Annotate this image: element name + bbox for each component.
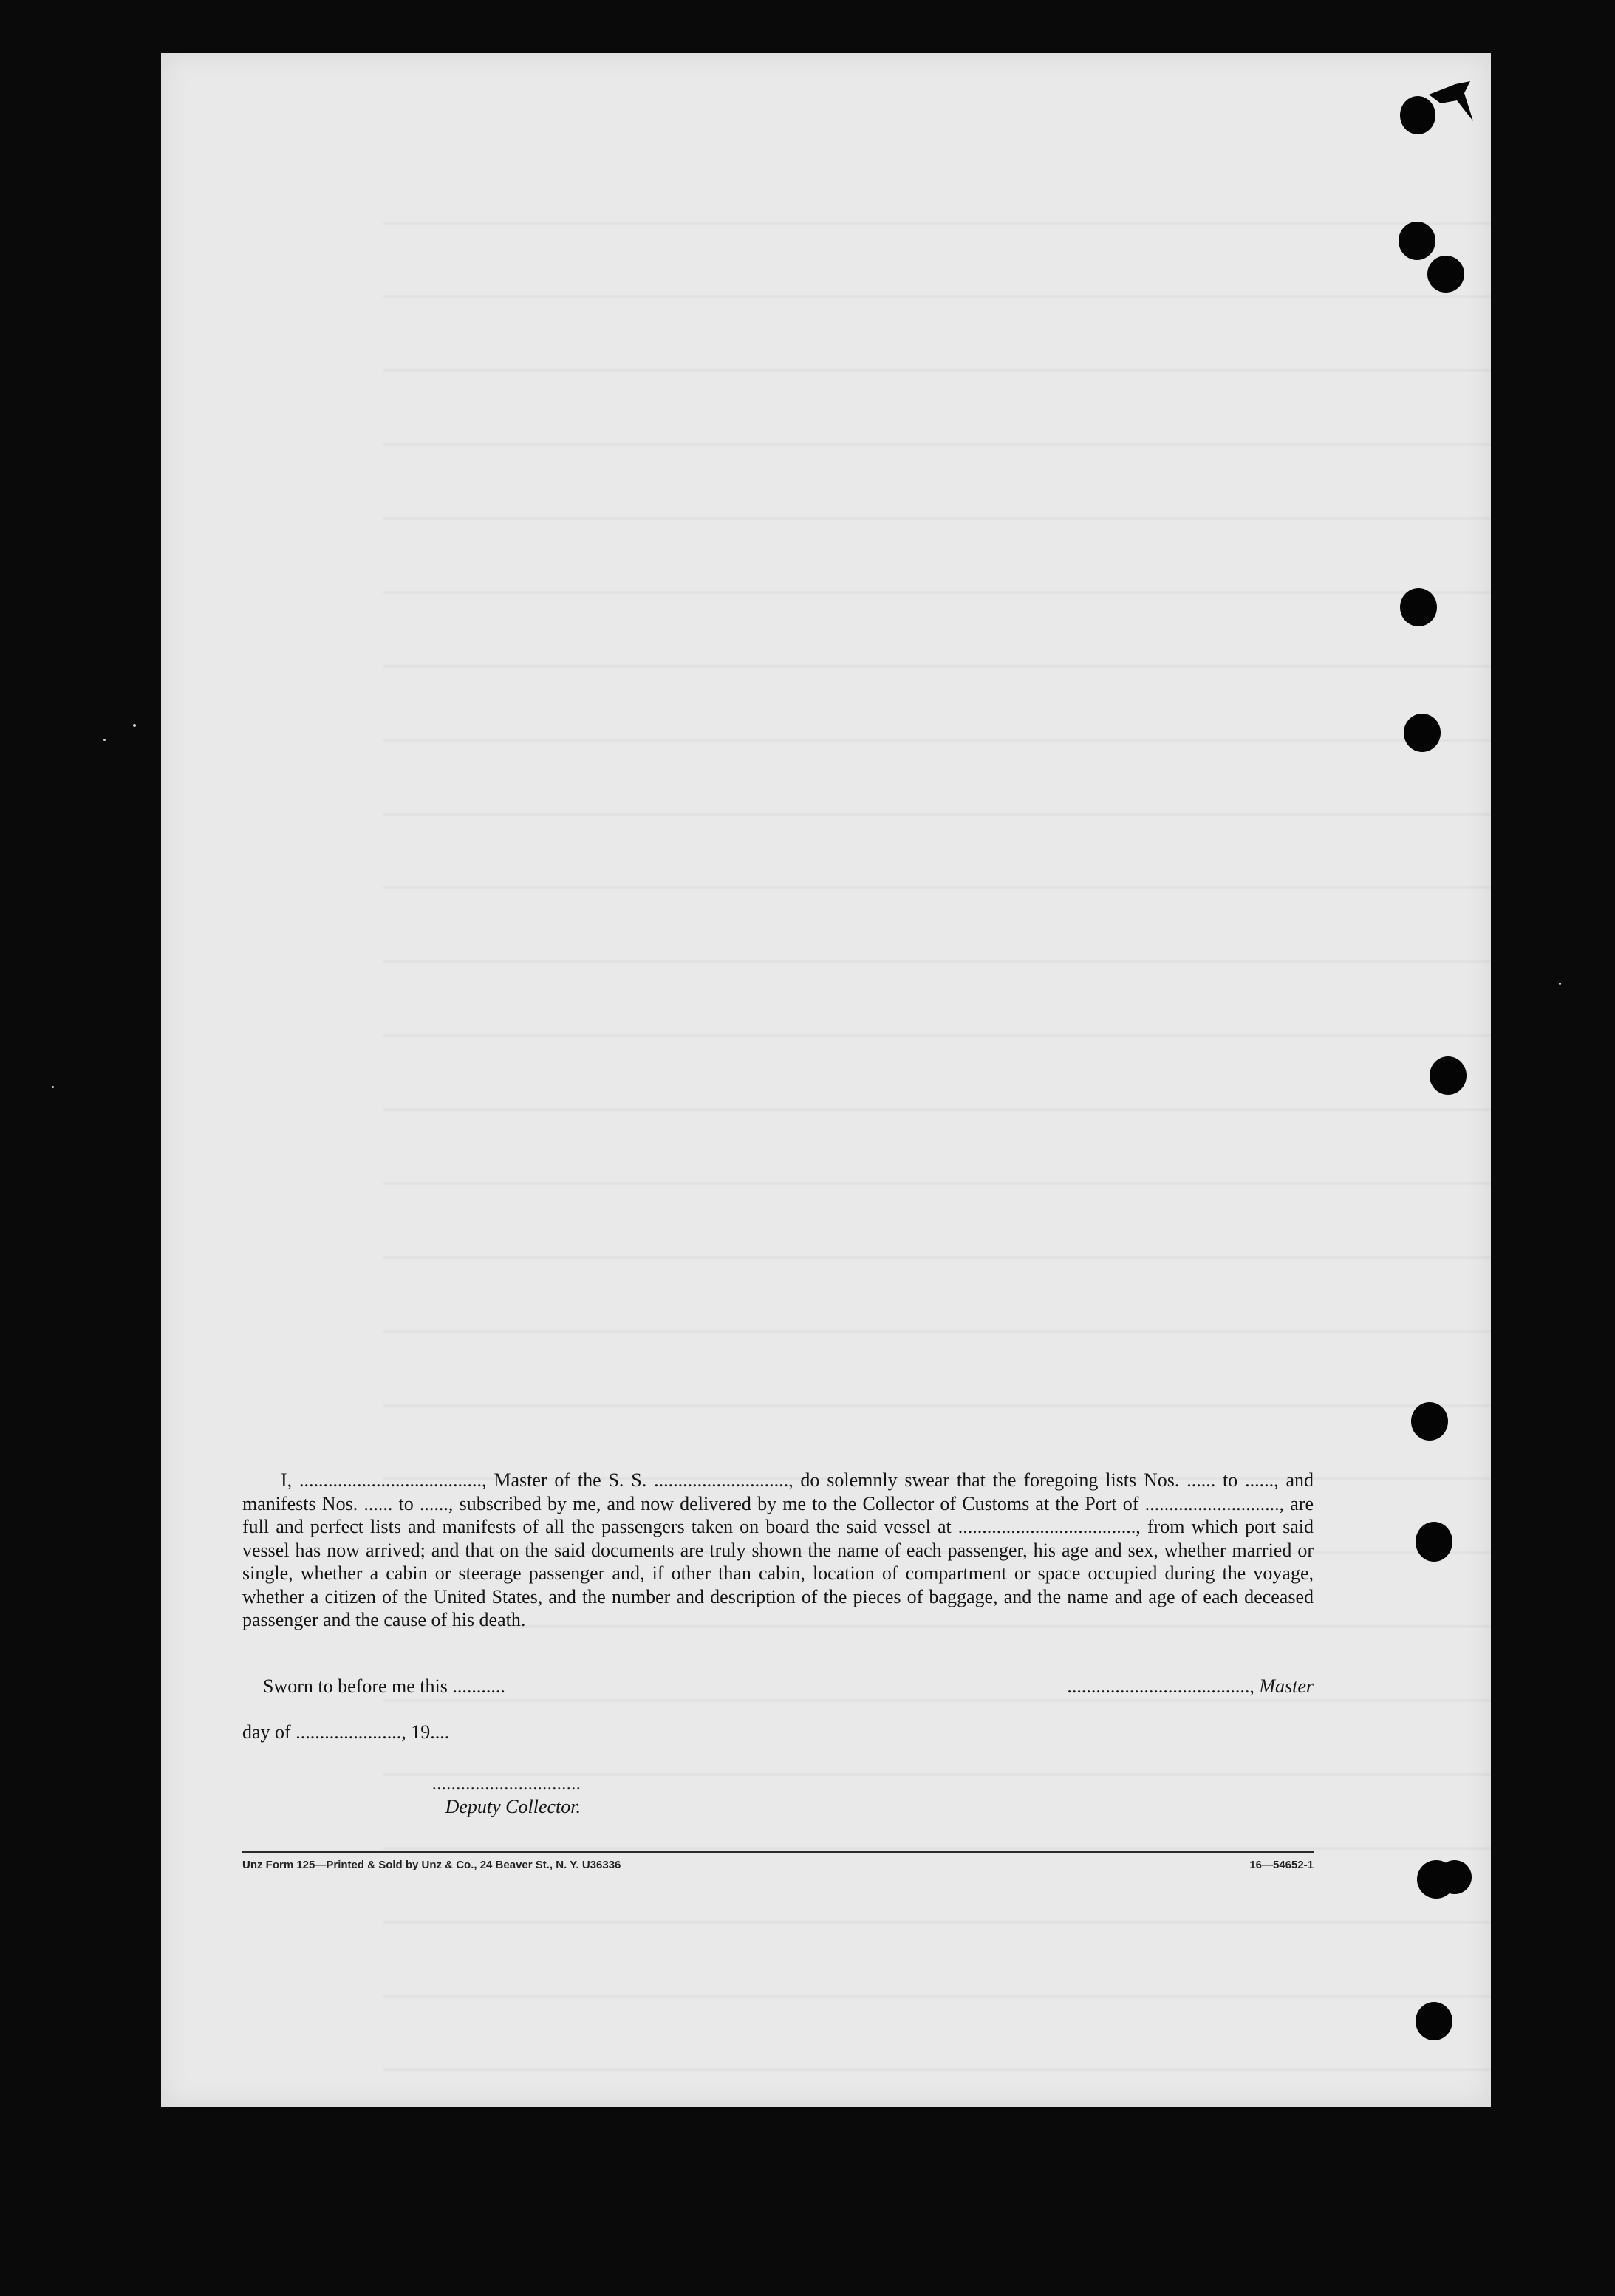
punch-hole	[1399, 222, 1435, 260]
deputy-collector-signature	[282, 1771, 581, 1819]
form-number: 16—54652-1	[1249, 1859, 1314, 1871]
printer-imprint: Unz Form 125—Printed & Sold by Unz & Co., 24 Beaver St., N. Y. U36336	[242, 1859, 621, 1871]
scan-speck	[1559, 983, 1561, 985]
master-label: Master	[1259, 1675, 1314, 1697]
punch-hole	[1416, 2002, 1452, 2040]
punch-hole	[1438, 1860, 1472, 1894]
deputy-label: Deputy Collector.	[445, 1796, 581, 1817]
master-signature-line	[850, 1675, 1314, 1698]
master-dots: ......................................,	[1067, 1675, 1254, 1697]
scan-speck	[103, 739, 106, 741]
scan-speck	[52, 1086, 54, 1088]
punch-hole	[1404, 714, 1441, 752]
punch-hole	[1430, 1056, 1467, 1095]
day-line: day of ......................, 19....	[242, 1721, 450, 1743]
sworn-line: Sworn to before me this ...........	[263, 1675, 505, 1697]
footer-rule	[242, 1851, 1314, 1853]
torn-corner-mark	[1426, 78, 1479, 130]
oath-paragraph	[242, 1469, 1314, 1632]
punch-hole	[1416, 1522, 1452, 1562]
scan-speck	[133, 724, 136, 727]
punch-hole	[1427, 256, 1464, 293]
punch-hole	[1400, 588, 1437, 626]
deputy-dots: ...............................	[431, 1772, 581, 1794]
punch-hole	[1411, 1402, 1448, 1441]
oath-text: I, ......................................, Master of the S. S. ............................, do solemnly swear that the foregoing lists Nos. ...... to ......, and manifests Nos. ...... to ......, subscribed by me, and now delivered by me to the Collector of Customs at the Port of ............................, are full and perfect lists and manifests of all the passengers taken on board the said vessel at ....................................., from which port said vessel has now arrived; and that on the said documents are truly shown the name of each passenger, his age and sex, whether married or single, whether a cabin or steerage passenger and, if other than cabin, location of compartment or space occupied during the voyage, whether a citizen of the United States, and the number and description of the pieces of baggage, and the name and age of each deceased passenger and the cause of his death.	[242, 1469, 1314, 1630]
